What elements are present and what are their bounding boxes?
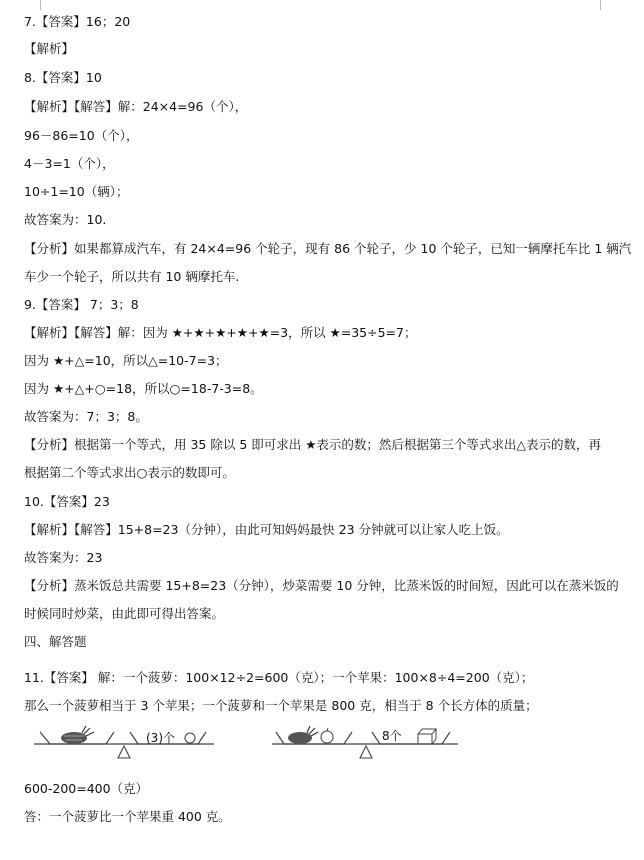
q11-calculation: 600-200=400（克） bbox=[24, 781, 149, 796]
q8-answer: 8.【答案】10 bbox=[24, 70, 102, 85]
balance-2-label: 8个 bbox=[382, 729, 402, 743]
cuboid-icon bbox=[418, 729, 436, 744]
q10-answer: 10.【答案】23 bbox=[24, 494, 110, 509]
q9-step-1: 因为 ★+△=10，所以△=10-7=3； bbox=[24, 353, 228, 368]
q9-analysis-1: 【分析】根据第一个等式，用 35 除以 5 即可求出 ★表示的数；然后根据第三个等式求出△表示的数，再 bbox=[24, 437, 602, 452]
q8-step-3: 10÷1=10（辆）； bbox=[24, 184, 129, 199]
q9-conclusion: 故答案为：7；3；8。 bbox=[24, 409, 148, 424]
balance-scale-1 bbox=[34, 724, 224, 776]
q11-answer: 11.【答案】 解：一个菠萝：100×12÷2=600（克）；一个苹果：100×8÷4=200（克）； bbox=[24, 670, 534, 685]
q8-solution: 【解析】【解答】解：24×4=96（个）， bbox=[24, 99, 248, 114]
q9-analysis-2: 根据第二个等式求出○表示的数即可。 bbox=[24, 465, 235, 480]
balance-1-label: (3)个 bbox=[146, 731, 175, 745]
corner-mark-left bbox=[40, 0, 41, 10]
q10-conclusion: 故答案为：23 bbox=[24, 550, 103, 565]
corner-mark-right bbox=[600, 0, 601, 10]
apple-icon bbox=[321, 728, 333, 743]
apple-icon bbox=[185, 733, 195, 743]
q8-analysis-2: 车少一个轮子，所以共有 10 辆摩托车. bbox=[24, 269, 240, 284]
q7-analysis: 【解析】 bbox=[24, 41, 75, 56]
section-heading: 四、解答题 bbox=[24, 634, 87, 649]
balance-scale-2 bbox=[272, 724, 472, 776]
q9-step-2: 因为 ★+△+○=18，所以○=18-7-3=8。 bbox=[24, 381, 263, 396]
q8-analysis-1: 【分析】如果都算成汽车，有 24×4=96 个轮子，现有 86 个轮子，少 10 个轮子，已知一辆摩托车比 1 辆汽 bbox=[24, 241, 632, 256]
q7-answer: 7.【答案】16；20 bbox=[24, 14, 131, 29]
q8-step-1: 96－86=10（个）， bbox=[24, 128, 139, 143]
q10-analysis-2: 时候同时炒菜，由此即可得出答案。 bbox=[24, 606, 225, 621]
q8-conclusion: 故答案为：10. bbox=[24, 212, 107, 227]
q10-solution: 【解析】【解答】15+8=23（分钟），由此可知妈妈最快 23 分钟就可以让家人吃上饭。 bbox=[24, 522, 509, 537]
q9-answer: 9.【答案】 7；3；8 bbox=[24, 297, 139, 312]
pineapple-icon bbox=[288, 726, 318, 744]
pineapple-icon bbox=[61, 726, 94, 744]
q9-solution: 【解析】【解答】解：因为 ★+★+★+★+★=3，所以 ★=35÷5=7； bbox=[24, 325, 417, 340]
q10-analysis-1: 【分析】蒸米饭总共需要 15+8=23（分钟），炒菜需要 10 分钟，比蒸米饭的时间短，因此可以在蒸米饭的 bbox=[24, 578, 619, 593]
q11-reasoning: 那么一个菠萝相当于 3 个苹果；一个菠萝和一个苹果是 800 克，相当于 8 个长方体的质量； bbox=[24, 698, 538, 713]
q8-step-2: 4－3=1（个）， bbox=[24, 156, 115, 171]
q11-final-answer: 答：一个菠萝比一个苹果重 400 克。 bbox=[24, 809, 231, 824]
